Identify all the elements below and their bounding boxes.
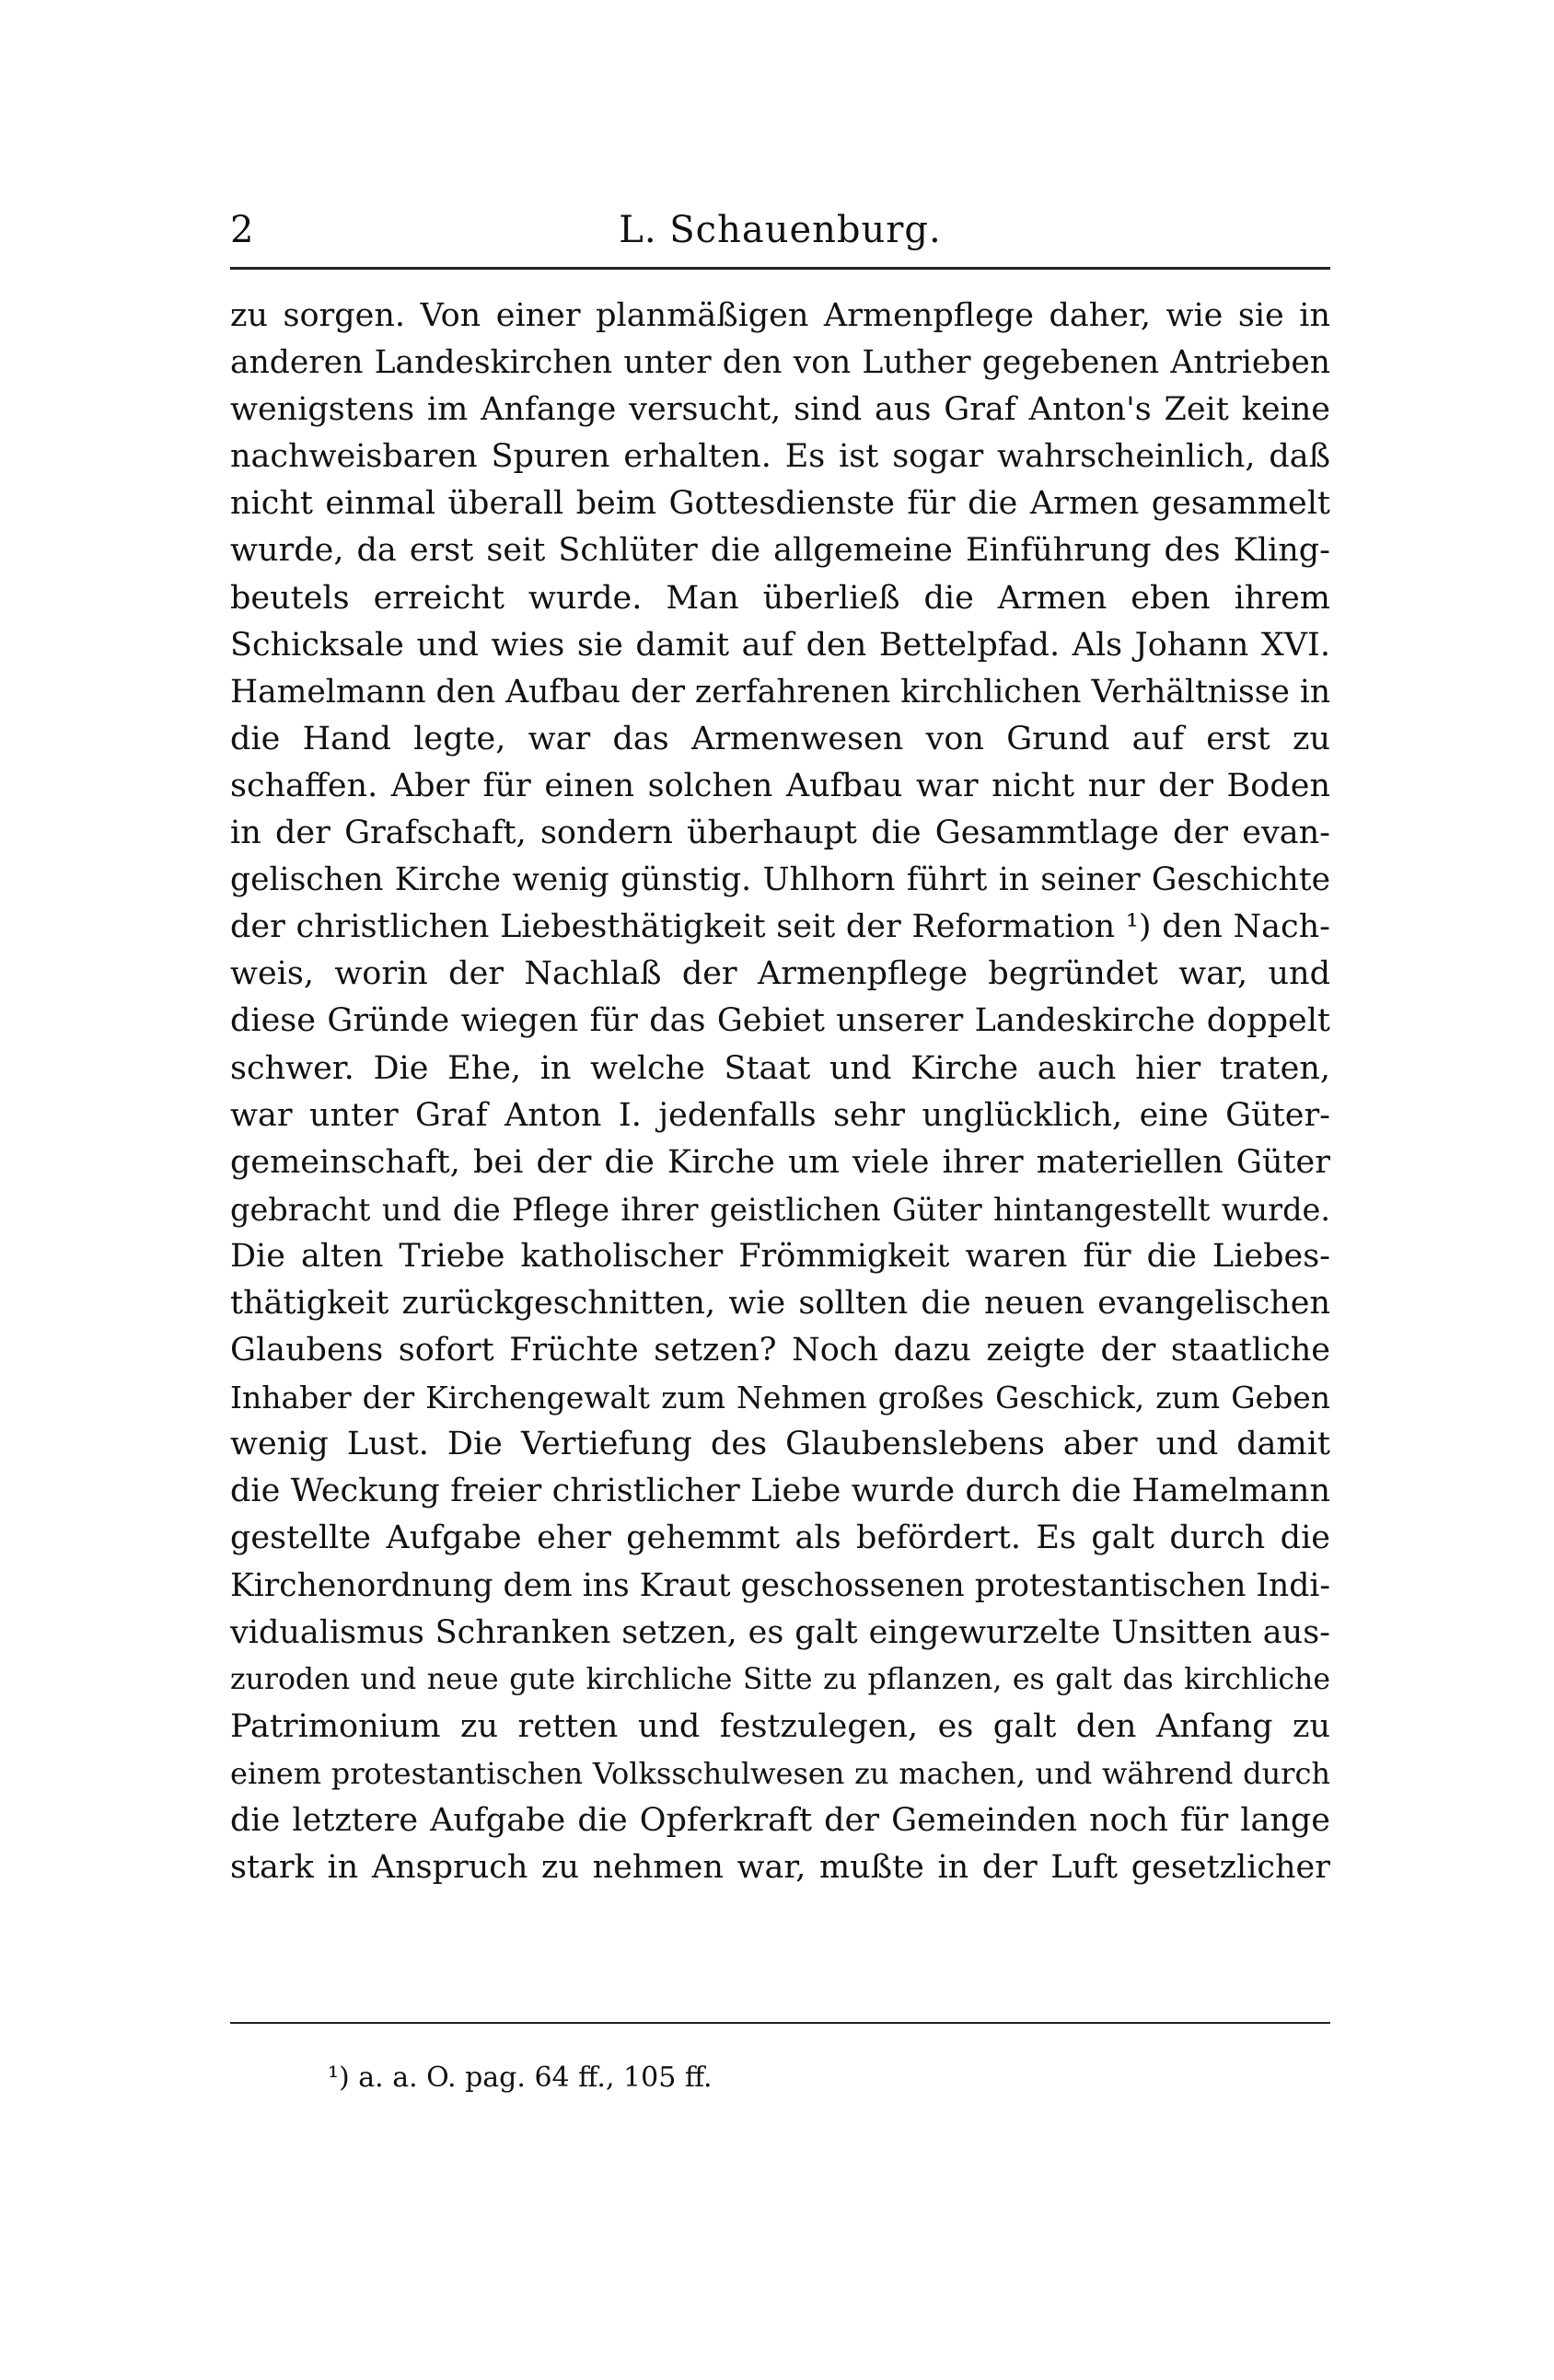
- running-title: L. Schauenburg.: [619, 209, 942, 251]
- footnote-rule: [230, 2022, 1330, 2024]
- text-line: gelischen Kirche wenig günstig. Uhlhorn führt in seiner Geschichte: [230, 861, 1330, 899]
- text-line: die letztere Aufgabe die Opferkraft der Gemeinden noch für lange: [230, 1802, 1330, 1839]
- text-line: Schicksale und wies sie damit auf den Bettelpfad. Als Johann XVI.: [230, 626, 1330, 664]
- text-line: vidualismus Schranken setzen, es galt eingewurzelte Unsitten aus-: [230, 1613, 1330, 1651]
- text-line: weis, worin der Nachlaß der Armenpflege begründet war, und: [230, 955, 1330, 993]
- text-line: der christlichen Liebesthätigkeit seit der Reformation ¹) den Nach-: [230, 908, 1330, 946]
- text-line: die Weckung freier christlicher Liebe wurde durch die Hamelmann: [230, 1473, 1330, 1510]
- text-line: zuroden und neue gute kirchliche Sitte zu pflanzen, es galt das kirchliche: [230, 1662, 1330, 1696]
- text-line: Patrimonium zu retten und festzulegen, es galt den Anfang zu: [230, 1707, 1330, 1745]
- text-line: die Hand legte, war das Armenwesen von Grund auf erst zu: [230, 720, 1330, 757]
- text-line: in der Grafschaft, sondern überhaupt die Gesammtlage der evan-: [230, 815, 1330, 852]
- text-line: einem protestantischen Volksschulwesen zu machen, und während durch: [230, 1755, 1330, 1791]
- text-line: Die alten Triebe katholischer Frömmigkeit waren für die Liebes-: [230, 1237, 1330, 1275]
- text-line: beutels erreicht wurde. Man überließ die Armen eben ihrem: [230, 579, 1330, 617]
- text-line: wurde, da erst seit Schlüter die allgemeine Einführung des Kling-: [230, 532, 1330, 570]
- text-line: gemeinschaft, bei der die Kirche um viele ihrer materiellen Güter: [230, 1143, 1330, 1181]
- body-text: [230, 293, 1330, 1891]
- text-line: wenigstens im Anfange versucht, sind aus Graf Anton's Zeit keine: [230, 391, 1330, 429]
- text-line: nicht einmal überall beim Gottesdienste für die Armen gesammelt: [230, 485, 1330, 523]
- header-rule: [230, 267, 1330, 270]
- text-line: war unter Graf Anton I. jedenfalls sehr unglücklich, eine Güter-: [230, 1096, 1330, 1134]
- text-line: schwer. Die Ehe, in welche Staat und Kirche auch hier traten,: [230, 1049, 1330, 1087]
- text-line: schaffen. Aber für einen solchen Aufbau war nicht nur der Boden: [230, 767, 1330, 804]
- text-line: Inhaber der Kirchengewalt zum Nehmen großes Geschick, zum Geben: [230, 1380, 1330, 1416]
- text-line: thätigkeit zurückgeschnitten, wie sollten die neuen evangelischen: [230, 1284, 1330, 1322]
- text-line: gestellte Aufgabe eher gehemmt als befördert. Es galt durch die: [230, 1519, 1330, 1557]
- text-line: wenig Lust. Die Vertiefung des Glaubenslebens aber und damit: [230, 1426, 1330, 1463]
- text-line: Hamelmann den Aufbau der zerfahrenen kirchlichen Verhältnisse in: [230, 673, 1330, 711]
- text-line: diese Gründe wiegen für das Gebiet unserer Landeskirche doppelt: [230, 1002, 1330, 1040]
- text-line: Glaubens sofort Früchte setzen? Noch dazu zeigte der staatliche: [230, 1332, 1330, 1369]
- text-line: zu sorgen. Von einer planmäßigen Armenpflege daher, wie sie in: [230, 297, 1330, 334]
- text-line: anderen Landeskirchen unter den von Luther gegebenen Antrieben: [230, 344, 1330, 382]
- page-number: 2: [230, 209, 254, 251]
- page-header: [230, 204, 1330, 260]
- text-line: Kirchenordnung dem ins Kraut geschossenen protestantischen Indi-: [230, 1566, 1330, 1604]
- text-line: gebracht und die Pflege ihrer geistlichen Güter hintangestellt wurde.: [230, 1191, 1330, 1228]
- footnote: ¹) a. a. O. pag. 64 ff., 105 ff.: [328, 2062, 713, 2094]
- text-line: nachweisbaren Spuren erhalten. Es ist sogar wahrscheinlich, daß: [230, 438, 1330, 476]
- text-line: stark in Anspruch zu nehmen war, mußte in der Luft gesetzlicher: [230, 1849, 1330, 1887]
